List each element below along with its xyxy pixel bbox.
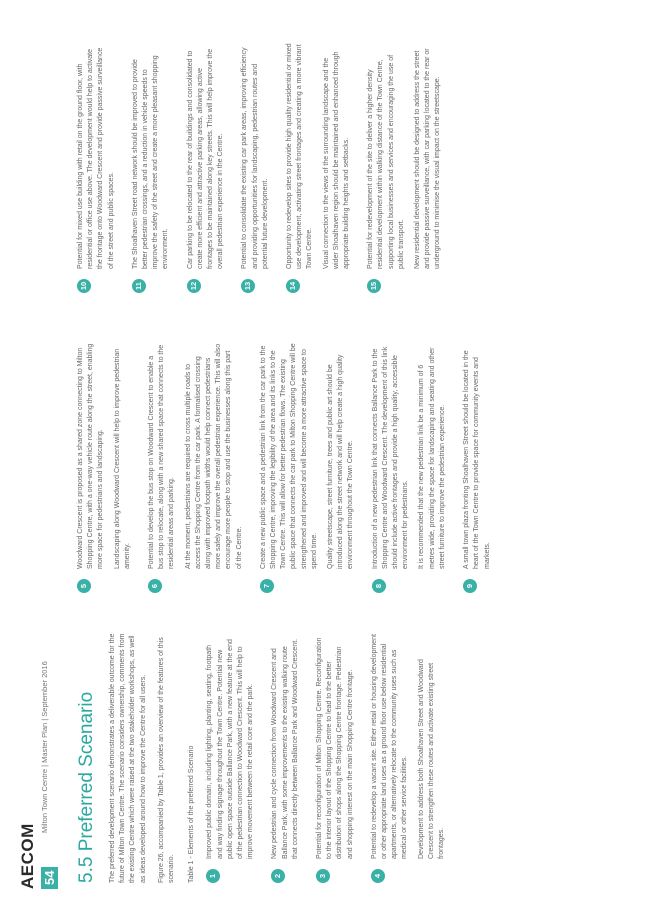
item-text: Car parking to be relocated to the rear of buildings and consolidated to create more efficient and attractive parking areas, allowing active frontages to be maintained along key streets. This will help improve the overall pedestrian experience in the Centre. <box>186 48 225 269</box>
item-text: Improved public domain, including lighting, planting, seating, footpath and way finding signage throughout the Town Centre. Potential new public open space outside Ballance Park, with a new feature at the end of the pedestrian connection to Woodward Crescent. This will help to improve movement between the retail core and the park. <box>206 639 255 859</box>
number-badge: 13 <box>241 279 255 293</box>
intro-paragraph-2: Figure 26, accompanied by Table 1, provides an overview of the features of this scenario. <box>157 637 176 883</box>
column-1 <box>76 633 461 883</box>
item-text: Potential to consolidate the existing car park areas, improving efficiency and providing opportunities for landscaping, pedestrian routes and potential future development. <box>241 47 269 269</box>
item-text: A small town plaza fronting Shoalhaven Street should be located in the heart of the Town Centre to provide space for community events and markets. <box>463 350 491 569</box>
item-text: Potential for mixed use building with retail on the ground floor, with residential or office use above. The development would help to activate the frontage onto Woodward Crescent and provide passive surveillance of the street and public spaces. <box>77 47 115 269</box>
item-text: Potential to redevelop a vacant site. Either retail or housing development or other appropriate land uses as a ground floor use below residential apartments, or alternatively relocate to the community uses such as medical or other service facilities. <box>370 634 409 859</box>
number-badge: 2 <box>271 869 285 883</box>
aecom-logo: AECOM <box>18 823 37 889</box>
number-badge: 12 <box>187 279 201 293</box>
number-badge: 11 <box>132 279 146 293</box>
item-text: Potential for reconfiguration of Milton Shopping Centre. Reconfiguration to the interior layout of the Shopping Centre to lead to the better distribution of shops along the Shopping Centre frontage. Pedestrian and shopping interest on the main Shopping Centre frontage. <box>316 637 354 859</box>
brand-block <box>18 823 58 889</box>
table-title: Table 1 - Elements of the preferred Scenario <box>188 745 196 883</box>
item-text: At the moment, pedestrians are required to cross multiple roads to access the Shopping Centre from the car park. A formalised crossing along with improved footpath widths would help connect pedestrians more safely and improve the overall pedestrian experience. This will also encourage more people to stop and use the businesses along this part of the Centre. <box>184 343 243 569</box>
number-badge: 3 <box>316 869 330 883</box>
list-item <box>370 633 411 883</box>
item-text: Development to address both Shoalhaven Street and Woodward Crescent to strengthen these routes and activate existing street frontages. <box>417 659 446 859</box>
number-badge: 14 <box>286 279 300 293</box>
list-item <box>270 633 301 883</box>
list-item <box>76 343 107 593</box>
list-item <box>285 43 316 293</box>
column-3 <box>76 43 458 293</box>
list-item <box>131 43 172 293</box>
list-item <box>184 343 245 593</box>
item-text: The Shoalhaven Street road network should be improved to provide better pedestrian crossings, and a reduction in vehicle speeds to improve the safety of the street and create a more pleasant shopping environment. <box>131 55 170 269</box>
number-badge: 9 <box>463 579 477 593</box>
list-item <box>240 43 271 293</box>
item-text: New pedestrian and cycle connection from Woodward Crescent and Ballance Park, with some improvements to the existing walking route that connects directly between Ballance Park and Woodward Crescent. <box>271 638 299 859</box>
item-text: Quality streetscape, street furniture, trees and public art should be introduced along the street network and will help create a high quality environment throughout the Town Centre. <box>327 354 355 569</box>
number-badge: 4 <box>371 869 385 883</box>
section-title: 5.5 Preferred Scenario <box>76 691 97 883</box>
list-item <box>366 43 407 293</box>
list-item <box>417 343 448 593</box>
list-item <box>186 43 227 293</box>
list-item <box>371 343 412 593</box>
item-text: Potential for redevelopment of the site to deliver a higher density residential development within walking distance of the Town Centre, supporting local businesses and services and encouraging the use of public transport. <box>367 54 405 269</box>
item-text: New residential development should be designed to address the street and provide passive surveillance, with car parking located to the rear or underground to minimise the visual impact on the streetscape. <box>414 48 442 269</box>
column-2 <box>76 343 507 593</box>
item-text: It is recommended that the new pedestrian link be a minimum of 6 metres wide, providing the space for landscaping and seating and other street furniture to improve the pedestrian experience. <box>418 347 446 569</box>
item-text: Woodward Crescent is proposed as a shared zone connecting to Milton Shopping Centre, with a one-way vehicle route along the street, enabling more space for pedestrians and landscaping. <box>77 343 105 569</box>
list-item <box>413 43 444 293</box>
running-title: Milton Town Centre | Master Plan | September 2016 <box>40 661 49 833</box>
item-text: Introduction of a new pedestrian link that connects Ballance Park to the Shopping Centre and Woodward Crescent. The development of this link should include active frontages and provide a high quality, accessible environment for pedestrians. <box>371 346 410 569</box>
number-badge: 8 <box>372 579 386 593</box>
item-text: Opportunity to redevelop sites to provide high quality residential or mixed use development, activating street frontages and creating a more vibrant Town Centre. <box>286 43 314 269</box>
page-number-badge: 54 <box>41 867 58 889</box>
list-item <box>326 343 357 593</box>
item-text: Landscaping along Woodward Crescent will help to improve pedestrian amenity. <box>113 348 131 569</box>
number-badge: 15 <box>367 279 381 293</box>
list-item <box>76 43 117 293</box>
number-badge: 6 <box>148 579 162 593</box>
number-badge: 5 <box>77 579 91 593</box>
list-item <box>205 633 256 883</box>
item-text: Visual connection to the views of the surrounding landscape and the wider Shoalhaven region should be maintained and enhanced through appropriate building heights and setbacks. <box>322 51 351 269</box>
item-text: Potential to develop the bus stop on Woodward Crescent to enable a bus stop to relocate, along with a new shared space that connects to the residential areas and parking. <box>148 344 176 569</box>
list-item <box>417 633 448 883</box>
list-item <box>113 343 133 593</box>
list-item <box>462 343 493 593</box>
item-text: Create a new public space and a pedestrian link from the car park to the Shopping Centre, improving the legibility of the area and its links to the Town Centre. This will allow for better pedestrian flows. The existing public space that connects the car park to Milton Shopping Centre will be strengthened and improved and will become a more attractive space to spend time. <box>259 343 318 569</box>
number-badge: 1 <box>206 869 220 883</box>
intro-paragraph: The preferred development scenario demonstrates a deliverable outcome for the future of Milton Town Centre. The scenario considers ownership, comments from the existing Centre which were raised at the two stakeholder workshops, as well as ideas developed around how to improve the Centre for all users. <box>109 633 147 883</box>
list-item <box>322 43 353 293</box>
list-item <box>147 343 178 593</box>
list-item <box>315 633 356 883</box>
number-badge: 10 <box>77 279 91 293</box>
list-item <box>259 343 320 593</box>
number-badge: 7 <box>260 579 274 593</box>
